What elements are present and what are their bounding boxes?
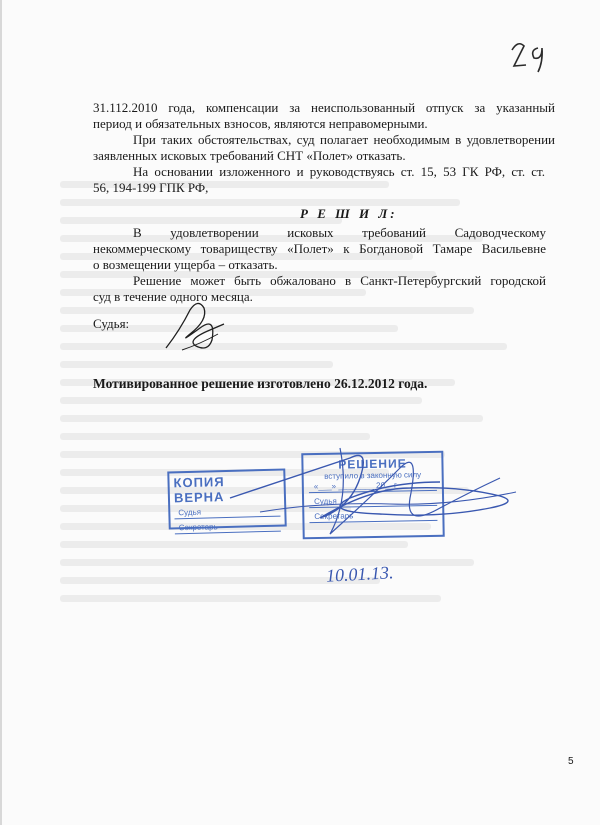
decision-line-1: В удовлетворении исковых требований Садоводческому [133,225,546,240]
paragraph-2-line-1: При таких обстоятельствах, суд полагает необходимым в удовлетворении [133,132,555,147]
stamp-decision-judge: Судья [309,494,437,508]
decision-line-2: некоммерческому товариществу «Полет» к Богдановой Тамаре Васильевне [93,241,546,256]
paragraph-1-line-2: период и обязательных взносов, являются неправомерными. [93,116,428,131]
stamp-decision-title: РЕШЕНИЕ [338,456,407,472]
page-number: 5 [568,756,574,767]
appeal-line-1: Решение может быть обжаловано в Санкт-Петербургский городской [133,273,546,288]
stamp-decision-date: «___» ________ 20__г [309,479,437,493]
paragraph-3-line-1: На основании изложенного и руководствуясь ст. 15, 53 ГК РФ, ст. ст. [133,164,545,179]
stamp-copy-title: КОПИЯ ВЕРНА [173,474,225,506]
judge-signature [160,300,230,355]
stamp-copy-judge: Судья [174,505,280,520]
stamp-copy-secretary: Секретарь [175,520,281,535]
paragraph-3-line-2: 56, 194-199 ГПК РФ, [93,180,209,195]
stamp-decision-subtitle: вступило в законную силу [324,470,422,481]
paragraph-1-line-1: 31.112.2010 года, компенсации за неиспользованный отпуск за указанный [93,100,555,115]
stamp-signature [200,438,530,548]
decision-heading: Р Е Ш И Л: [300,206,398,221]
paragraph-2-line-2: заявленных исковых требований СНТ «Полет» отказать. [93,148,406,163]
handwritten-date: 10.01.13. [325,562,394,586]
appeal-line-2: суд в течение одного месяца. [93,289,253,304]
binding-edge [0,0,2,825]
handwritten-corner-number [508,36,558,76]
reasoned-decision-note: Мотивированное решение изготовлено 26.12.2012 года. [93,376,428,391]
judge-label: Судья: [93,316,130,331]
stamp-decision-secretary: Секретарь [309,509,437,523]
decision-line-3: о возмещении ущерба – отказать. [93,257,278,272]
